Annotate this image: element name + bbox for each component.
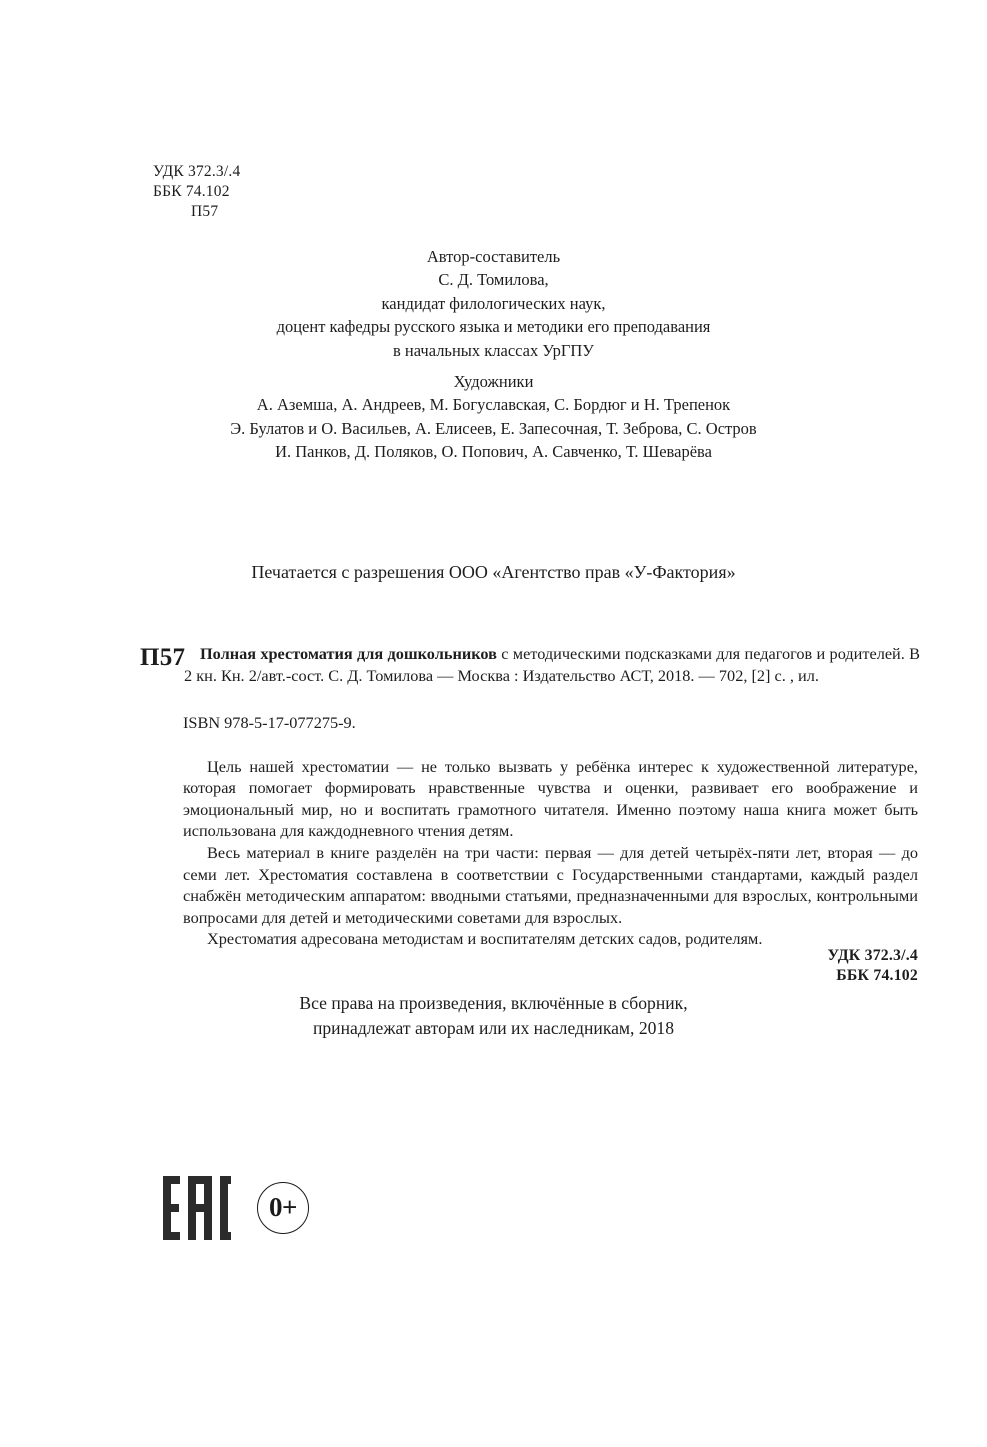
marks-row — [163, 1176, 309, 1240]
compiler-position-line-2: в начальных классах УрГПУ — [393, 340, 594, 360]
rights-notice — [0, 991, 987, 1041]
classification-codes — [153, 162, 240, 222]
artists-credits — [0, 370, 987, 464]
compiler-degree: кандидат филологических наук, — [381, 293, 606, 313]
permission-text: Печатается с разрешения ООО «Агентство прав «У-Фактория» — [251, 562, 736, 582]
compiler-position-line-1: доцент кафедры русского языка и методики его преподавания — [276, 317, 711, 337]
classification-codes-repeat — [0, 946, 918, 986]
compiler-credits — [0, 245, 987, 362]
udk-code: УДК 372.3/.4 — [153, 163, 241, 180]
udk-code-repeat: УДК 372.3/.4 — [827, 947, 918, 964]
artists-line-3: И. Панков, Д. Поляков, О. Попович, А. Савченко, Т. Шеварёва — [275, 442, 712, 462]
compiler-role-label: Автор-составитель — [426, 247, 561, 266]
annotation-paragraph-3: Хрестоматия адресована методистам и воспитателям детских садов, родителям. — [207, 929, 763, 949]
cip-description: с методическими подсказками для педагогов и родителей. В 2 кн. Кн. 2/авт.-сост. С. Д. Томилова — Москва : Издательство АСТ, 2018. — 702, [2] с. , ил. — [184, 644, 921, 685]
cip-record — [140, 643, 920, 686]
artists-line-1: А. Аземша, А. Андреев, М. Богуславская, С. Бордюг и Н. Трепенок — [256, 395, 731, 415]
annotation-paragraph-2: Весь материал в книге разделён на три части: первая — для детей четырёх-пяти лет, вторая — до семи лет. Хрестоматия составлена в соответствии с Государственными стандартами, каждый раздел снабжён методическим аппаратом: вводными статьями, предназначенными для взрослых, контрольными вопросами для детей и методическими советами для взрослых. — [183, 842, 918, 927]
artists-line-2: Э. Булатов и О. Васильев, А. Елисеев, Е. Запесочная, Т. Зеброва, С. Остров — [230, 418, 757, 438]
age-rating-label: 0+ — [269, 1191, 297, 1222]
bbk-code: ББК 74.102 — [153, 183, 230, 200]
author-mark-code: П57 — [191, 203, 219, 220]
age-rating-badge — [257, 1182, 309, 1234]
cip-title: Полная хрестоматия для дошкольников — [200, 644, 497, 663]
bbk-code-repeat: ББК 74.102 — [836, 967, 918, 984]
eac-conformity-mark-icon — [163, 1176, 231, 1240]
isbn-line: ISBN 978-5-17-077275-9. — [183, 713, 356, 732]
cip-record-body — [184, 643, 920, 686]
permission-notice — [0, 560, 987, 584]
rights-notice-line-1: Все права на произведения, включённые в сборник, — [299, 993, 688, 1013]
artists-heading: Художники — [453, 372, 534, 391]
annotation-paragraph-1: Цель нашей хрестоматии — не только вызвать у ребёнка интерес к художественной литературе, которая помогает формировать нравственные чувства и оценки, развивает его воображение и эмоциональный мир, но и воспитать грамотного читателя. Именно поэтому наша книга может быть использована для каждодневного чтения детям. — [183, 756, 918, 841]
annotation-block — [183, 712, 918, 950]
rights-notice-line-2: принадлежат авторам или их наследникам, 2018 — [312, 1018, 675, 1038]
cip-author-mark: П57 — [140, 644, 186, 671]
compiler-name: С. Д. Томилова, — [438, 270, 549, 290]
